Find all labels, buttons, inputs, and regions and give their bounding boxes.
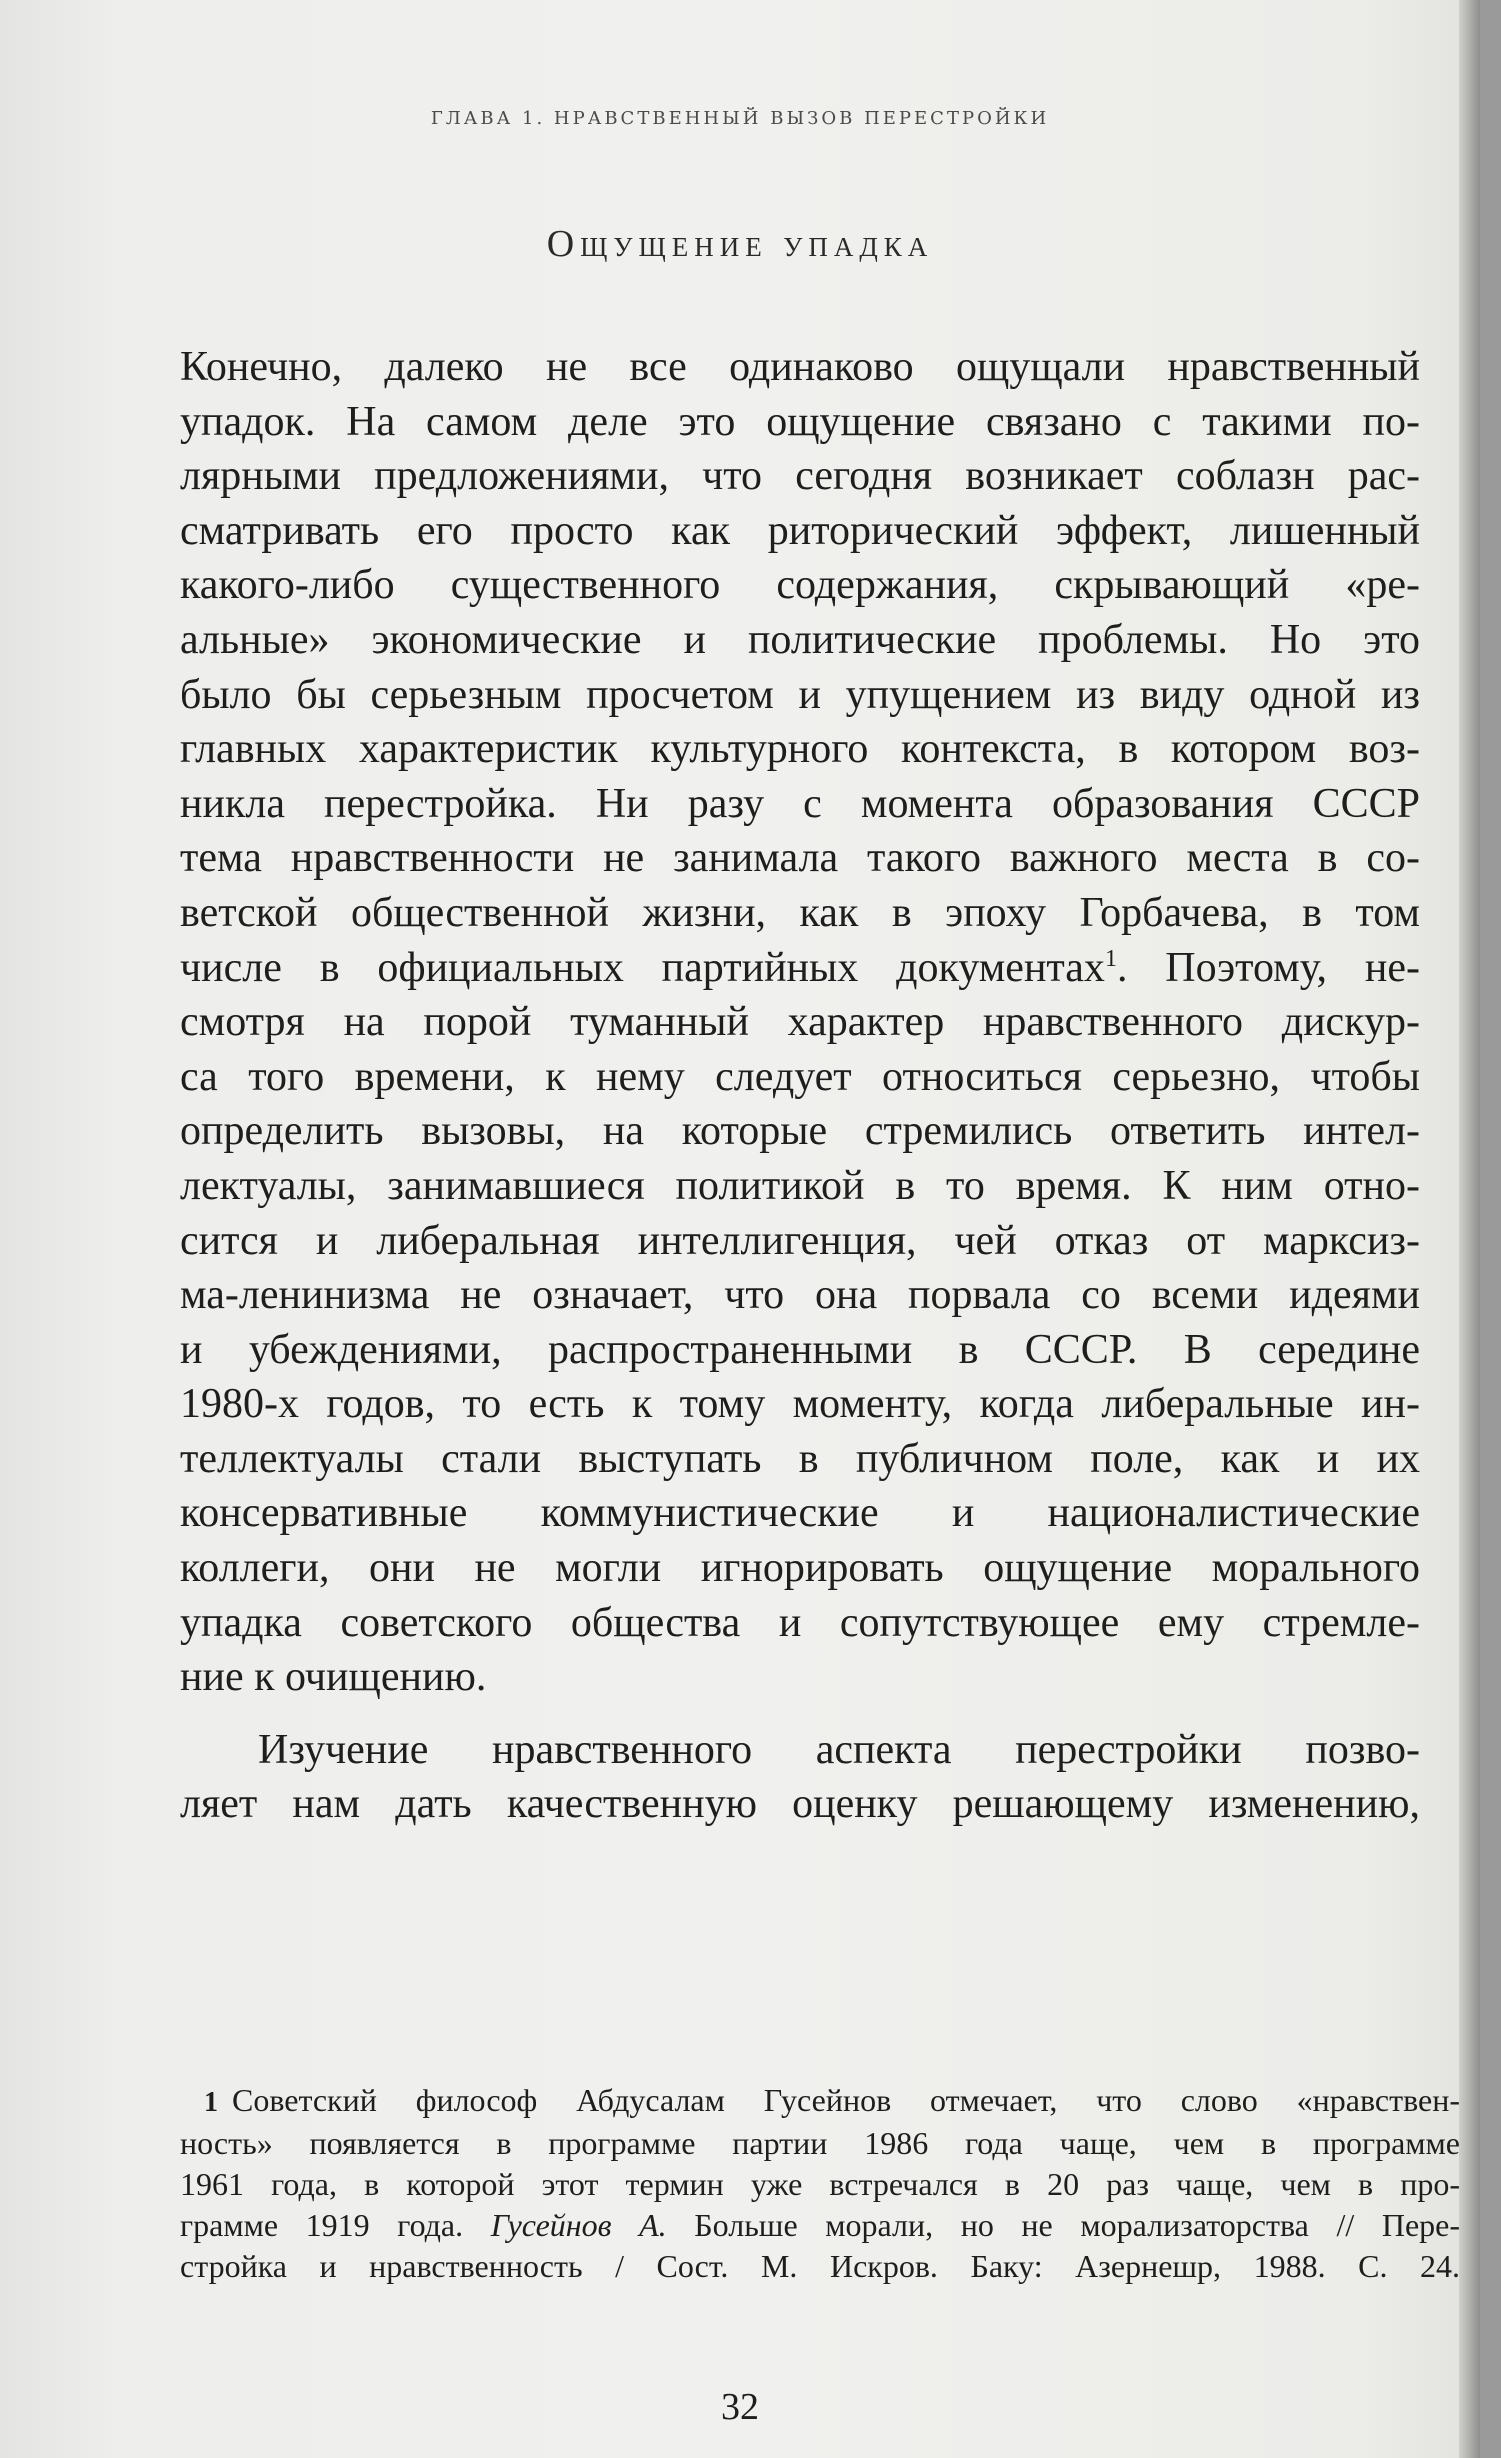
text-line: Конечно, далеко не все одинаково ощущали нравственный bbox=[180, 344, 1420, 390]
footnote-line: стройка и нравственность / Сост. М. Искров. Баку: Азернешр, 1988. С. 24. bbox=[180, 2248, 1460, 2284]
text-segment: . Поэтому, не- bbox=[1116, 944, 1420, 991]
footnote-author: Гусейнов А. bbox=[490, 2207, 667, 2243]
footnote-line bbox=[180, 2205, 1460, 2246]
text-line: было бы серьезным просчетом и упущением из виду одной из bbox=[180, 671, 1420, 718]
text-line: Изучение нравственного аспекта перестройки позво- bbox=[258, 1726, 1420, 1773]
text-line: ляет нам дать качественную оценку решающему изменению, bbox=[180, 1781, 1420, 1828]
text-line: смотря на порой туманный характер нравственного дискур- bbox=[180, 999, 1420, 1046]
text-segment: Советский философ Абдусалам Гусейнов отмечает, что слово «нравствен- bbox=[232, 2082, 1460, 2118]
text-line: са того времени, к нему следует относиться серьезно, чтобы bbox=[180, 1053, 1420, 1100]
text-line: и убеждениями, распространенными в СССР. В середине bbox=[180, 1326, 1420, 1373]
footnote-reference: 1 bbox=[1104, 945, 1117, 972]
section-title: Ощущение упадка bbox=[546, 223, 934, 265]
text-line: никла перестройка. Ни разу с момента образования СССР bbox=[180, 780, 1420, 827]
text-line-with-footnote bbox=[180, 941, 1420, 996]
text-line: теллектуалы стали выступать в публичном поле, как и их bbox=[180, 1435, 1420, 1482]
text-line: определить вызовы, на которые стремились ответить интел- bbox=[180, 1108, 1420, 1155]
footnote bbox=[180, 2080, 1460, 2287]
paragraph-2 bbox=[180, 1723, 1420, 1832]
text-line: сится и либеральная интеллигенция, чей отказ от марксиз- bbox=[180, 1217, 1420, 1264]
text-line: упадка советского общества и сопутствующее ему стремле- bbox=[180, 1599, 1420, 1646]
text-line: коллеги, они не могли игнорировать ощущение морального bbox=[180, 1545, 1420, 1592]
text-line: лярными предложениями, что сегодня возникает соблазн рас- bbox=[180, 453, 1420, 500]
text-line: сматривать его просто как риторический эффект, лишенный bbox=[180, 507, 1420, 554]
text-line: консервативные коммунистические и националистические bbox=[180, 1490, 1420, 1537]
footnote-line: 1961 года, в которой этот термин уже встречался в 20 раз чаще, чем в про- bbox=[180, 2166, 1460, 2202]
footnote-line bbox=[180, 2080, 1460, 2123]
text-line: лектуалы, занимавшиеся политикой в то время. К ним отно- bbox=[180, 1162, 1420, 1209]
paragraph-1 bbox=[180, 340, 1420, 1705]
text-line: ветской общественной жизни, как в эпоху Горбачева, в том bbox=[180, 889, 1420, 936]
footnote-line: ность» появляется в программе партии 1986 года чаще, чем в программе bbox=[180, 2125, 1460, 2161]
text-line: ма-ленинизма не означает, что она порвала со всеми идеями bbox=[180, 1272, 1420, 1319]
text-segment: грамме 1919 года. bbox=[180, 2207, 491, 2243]
text-line: 1980-х годов, то есть к тому моменту, когда либеральные ин- bbox=[180, 1381, 1420, 1428]
text-segment: числе в официальных партийных документах bbox=[180, 944, 1105, 991]
text-line: какого-либо существенного содержания, скрывающий «ре- bbox=[180, 562, 1420, 609]
page-number: 32 bbox=[721, 2386, 759, 2428]
text-line: упадок. На самом деле это ощущение связано с такими по- bbox=[180, 398, 1420, 445]
text-line: главных характеристик культурного контекста, в котором воз- bbox=[180, 726, 1420, 773]
footnote-number: 1 bbox=[204, 2087, 218, 2118]
body-text bbox=[180, 340, 1420, 1832]
running-head: ГЛАВА 1. НРАВСТВЕННЫЙ ВЫЗОВ ПЕРЕСТРОЙКИ bbox=[430, 108, 1050, 129]
text-line: ние к очищению. bbox=[180, 1654, 487, 1701]
text-line: альные» экономические и политические проблемы. Но это bbox=[180, 616, 1420, 663]
page-edge bbox=[1459, 0, 1480, 2458]
text-line: тема нравственности не занимала такого важного места в со- bbox=[180, 835, 1420, 882]
text-segment: Больше морали, но не морализаторства // Пере- bbox=[666, 2207, 1461, 2243]
